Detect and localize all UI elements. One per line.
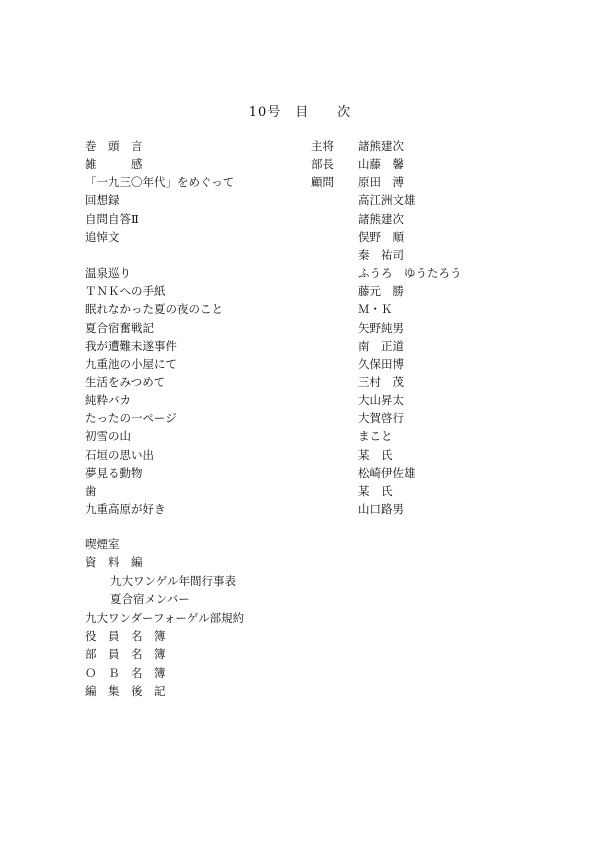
toc-title: 歯 <box>85 483 97 498</box>
appendix-row <box>0 572 600 590</box>
toc-title: 九重高原が好き <box>85 502 166 516</box>
toc-title: 雑 感 <box>85 157 143 172</box>
toc-author: 藤元 勝 <box>358 284 404 299</box>
toc-title: たったの一ページ <box>85 411 177 426</box>
appendix-item: Ｏ Ｂ 名 簿 <box>85 665 166 680</box>
toc-author: Ｍ・Ｋ <box>358 302 393 317</box>
toc-row <box>0 464 600 482</box>
appendix-row <box>0 645 600 663</box>
toc-title: 自問自答Ⅱ <box>85 211 139 226</box>
toc-author: 某 氏 <box>358 483 393 498</box>
appendix-row <box>0 664 600 682</box>
toc-row <box>0 337 600 355</box>
appendix-item: 喫煙室 <box>85 537 120 551</box>
toc-title: 我が遭難未遂事件 <box>85 338 177 353</box>
toc-author: まこと <box>358 429 393 444</box>
appendix-item: 九大ワンゲル年間行事表 <box>110 573 237 588</box>
toc-row <box>0 191 600 209</box>
appendix-row <box>0 609 600 627</box>
toc-row <box>0 409 600 427</box>
appendix-item: 資 料 編 <box>85 555 143 570</box>
appendix-row <box>0 553 600 571</box>
toc-row <box>0 155 600 173</box>
toc-row <box>0 355 600 373</box>
toc-title: 石垣の思い出 <box>85 447 154 462</box>
toc-author: ふうろ ゆうたろう <box>358 266 462 281</box>
toc-author: 大賀啓行 <box>358 411 404 426</box>
toc-author: 原田 溥 <box>358 175 404 190</box>
toc-author: 南 正道 <box>358 338 404 353</box>
toc-row <box>0 264 600 282</box>
toc-row <box>0 427 600 445</box>
toc-row <box>0 446 600 464</box>
appendix-item: 九大ワンダーフォーゲル部規約 <box>85 610 245 625</box>
toc-row <box>0 210 600 228</box>
toc-author: 某 氏 <box>358 447 393 462</box>
toc-row <box>0 246 600 264</box>
appendix-item: 役 員 名 簿 <box>85 629 166 643</box>
appendix-item: 夏合宿メンバー <box>110 592 190 607</box>
toc-author: 松崎伊佐雄 <box>358 465 416 480</box>
toc-row <box>0 500 600 518</box>
appendix-row <box>0 590 600 608</box>
appendix-row <box>0 535 600 553</box>
toc-author: 三村 茂 <box>358 374 404 389</box>
toc-author: 山藤 馨 <box>358 157 404 172</box>
toc-author: 山口路男 <box>358 502 404 516</box>
toc-role: 顧問 <box>311 175 334 190</box>
toc-title: 初雪の山 <box>85 429 131 444</box>
toc-author: 高江洲文雄 <box>358 193 416 208</box>
toc-author: 秦 祐司 <box>358 247 404 262</box>
appendix-item: 編 集 後 記 <box>85 684 166 699</box>
toc-author: 俣野 順 <box>358 229 404 244</box>
toc-role: 部長 <box>311 157 334 172</box>
toc-title: 眠れなかった夏の夜のこと <box>85 302 223 317</box>
toc-role: 主将 <box>311 139 334 153</box>
appendix-row <box>0 682 600 700</box>
toc-row <box>0 482 600 500</box>
toc-title: ＴＮＫへの手紙 <box>85 284 166 299</box>
toc-title: 巻 頭 言 <box>85 139 143 153</box>
toc-title: 「一九三〇年代」をめぐって <box>85 175 235 190</box>
toc-row <box>0 391 600 409</box>
toc-row <box>0 319 600 337</box>
page-title: 10号 目 次 <box>248 105 352 120</box>
toc-row <box>0 282 600 300</box>
toc-title: 回想録 <box>85 193 120 208</box>
toc-row <box>0 373 600 391</box>
toc-author: 大山昇太 <box>358 393 404 408</box>
toc-title: 純粋バカ <box>85 393 131 408</box>
toc-author: 諸熊建次 <box>358 211 404 226</box>
toc-title: 生活をみつめて <box>85 374 166 389</box>
toc-title: 夢見る動物 <box>85 465 143 480</box>
toc-title: 追悼文 <box>85 229 120 244</box>
toc-row <box>0 228 600 246</box>
appendix-row <box>0 627 600 645</box>
toc-row <box>0 173 600 191</box>
toc-row <box>0 300 600 318</box>
toc-title: 温泉巡り <box>85 266 131 281</box>
toc-title: 夏合宿奮戦記 <box>85 320 154 335</box>
toc-author: 久保田博 <box>358 356 404 371</box>
toc-author: 諸熊建次 <box>358 139 404 153</box>
toc-row <box>0 137 600 155</box>
toc-author: 矢野純男 <box>358 320 404 335</box>
toc-title: 九重池の小屋にて <box>85 356 177 371</box>
appendix-item: 部 員 名 簿 <box>85 647 166 662</box>
